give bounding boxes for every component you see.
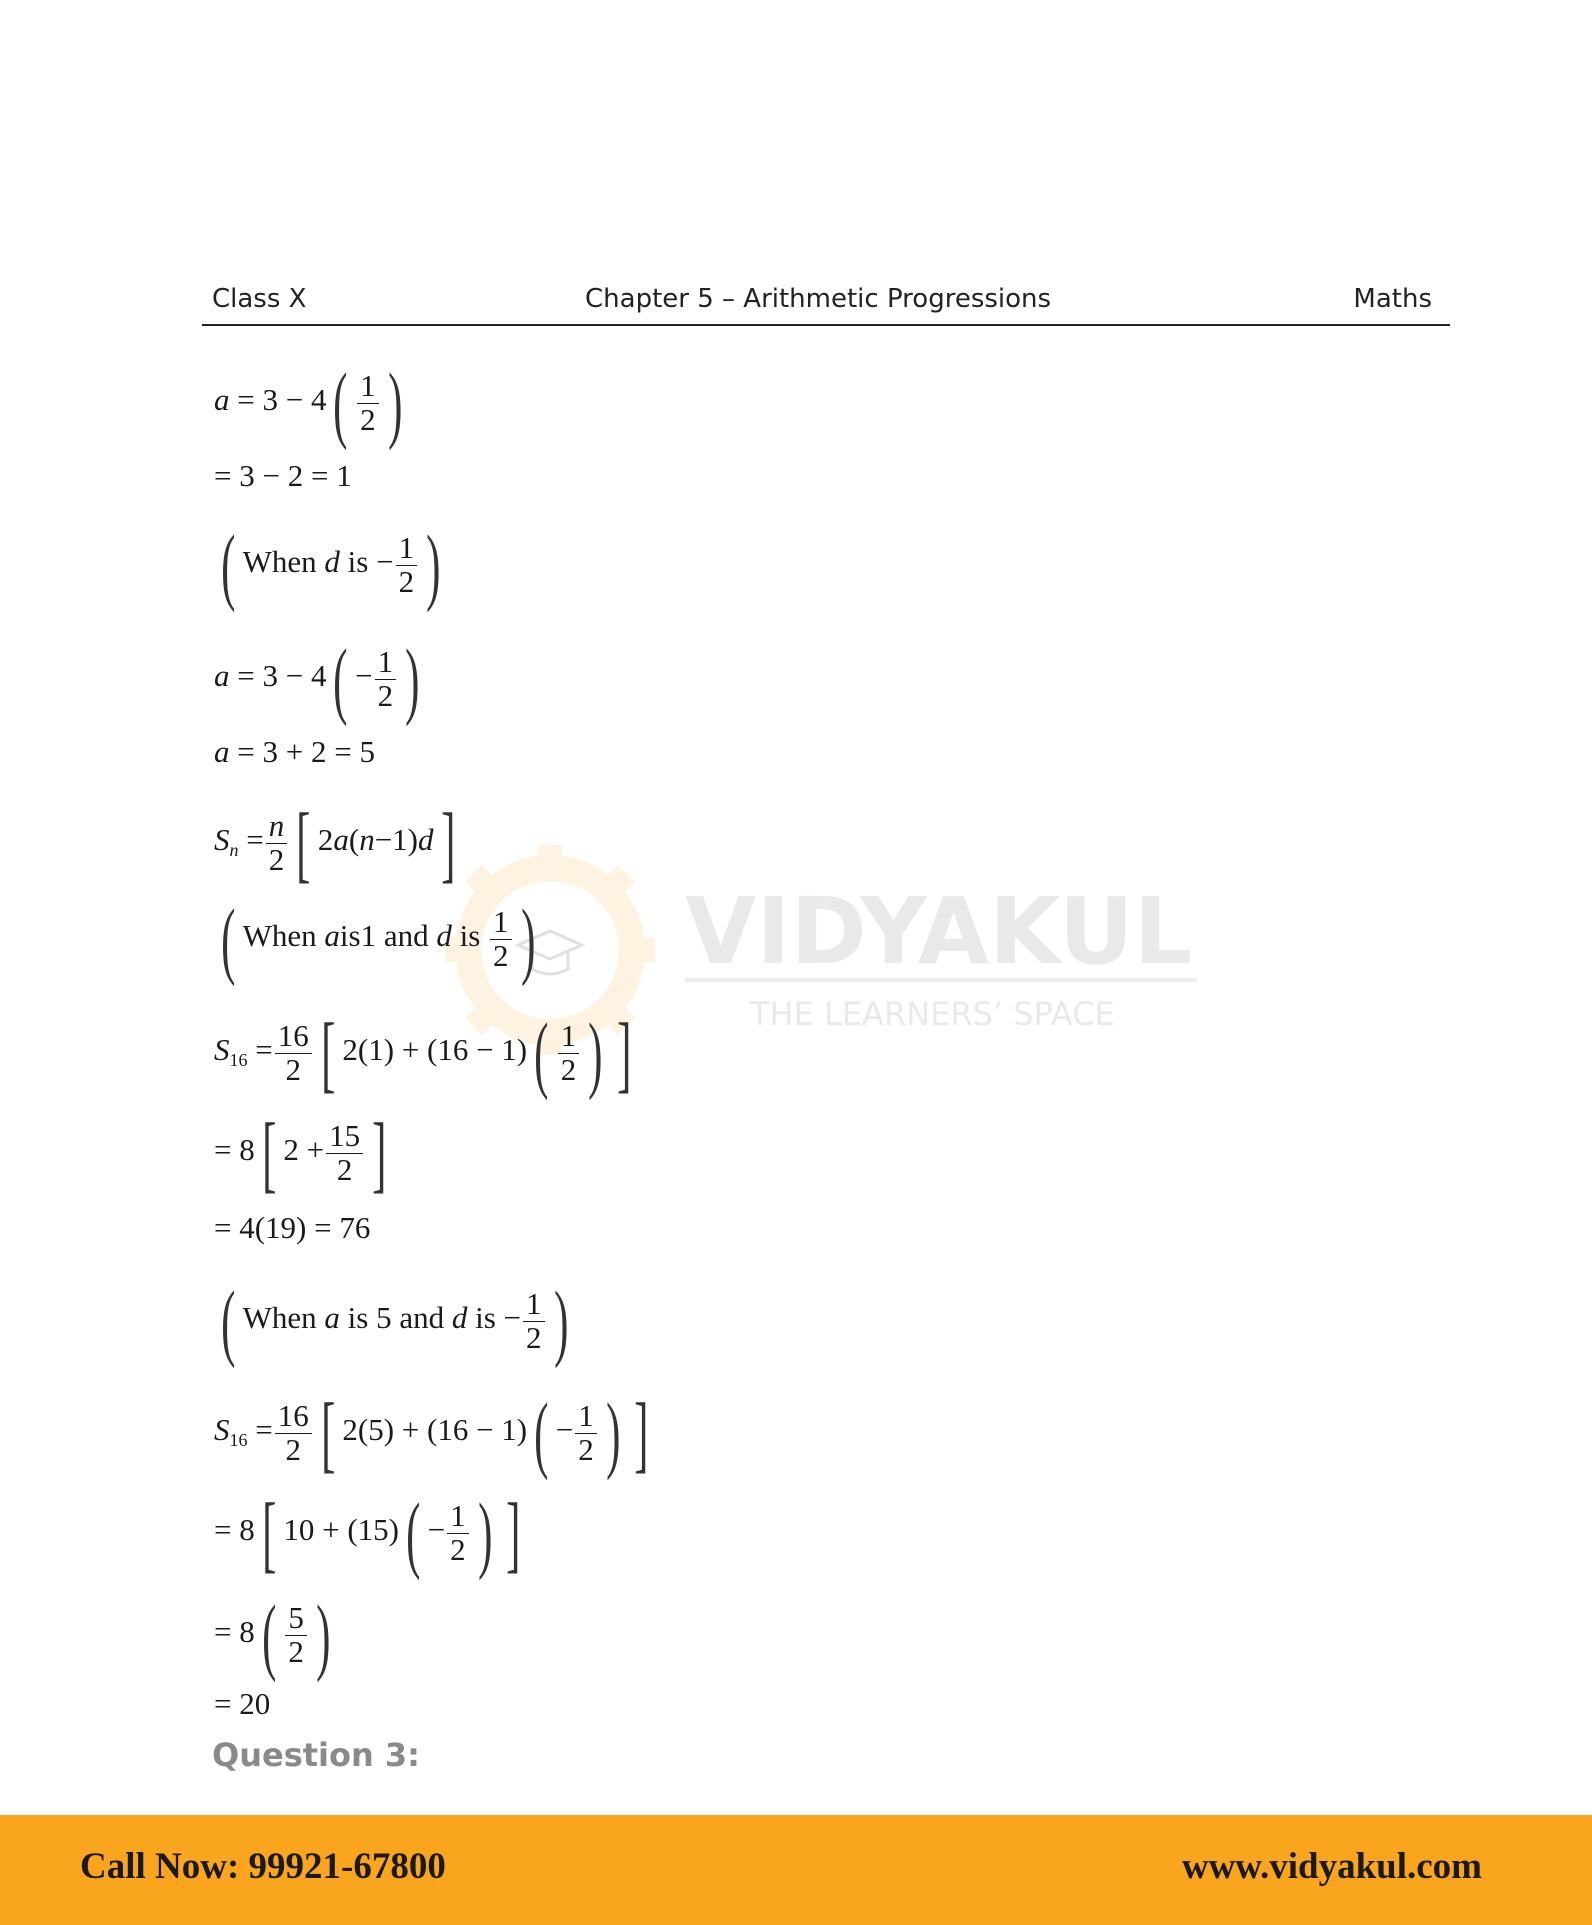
math-line-3: ( When d is − $\frac{1}{2}$ ): [221, 517, 441, 613]
math-line-6: $S_n$ = $\frac{n}{2}$ [ 2a(n−1)d]: [214, 795, 455, 891]
math-line-8: $S_{16}$ = $\frac{16}{2}$ [ 2(1) + (16 − 1)( $\frac{1}{2}$ ) ]: [214, 1005, 632, 1101]
math-line-7: ( When ais1 and d is $\frac{1}{2}$ ): [221, 891, 536, 987]
page-header: [202, 278, 1450, 326]
math-line-5: a = 3 + 2 = 5: [214, 734, 375, 769]
math-line-15: = 20: [214, 1686, 271, 1721]
call-now-text[interactable]: Call Now: 99921-67800: [80, 1846, 446, 1887]
watermark-brand: VIDYAKUL: [685, 878, 1193, 985]
math-line-10: = 4(19) = 76: [214, 1210, 371, 1245]
header-chapter: Chapter 5 – Arithmetic Progressions: [585, 284, 1052, 314]
math-line-14: = 8( $\frac{5}{2}$ ): [214, 1587, 331, 1683]
website-link[interactable]: www.vidyakul.com: [1181, 1846, 1482, 1887]
math-line-11: ( When a is 5 and d is − $\frac{1}{2}$ ): [221, 1273, 569, 1369]
math-line-13: = 8[ 10 + (15)( − $\frac{1}{2}$ ) ]: [214, 1485, 521, 1581]
header-subject: Maths: [1353, 284, 1432, 314]
math-line-4: a = 3 − 4( − $\frac{1}{2}$ ): [214, 631, 420, 727]
math-line-9: = 8[ 2 + $\frac{15}{2}$ ]: [214, 1105, 387, 1201]
question-heading: Question 3:: [212, 1736, 420, 1774]
math-line-1: a = 3 − 4( $\frac{1}{2}$ ): [214, 355, 403, 451]
header-class: Class X: [212, 284, 307, 314]
footer-banner: [0, 1815, 1592, 1925]
watermark-tagline: THE LEARNERS’ SPACE: [750, 995, 1115, 1033]
math-line-2: = 3 − 2 = 1: [214, 458, 352, 493]
math-line-12: $S_{16}$ = $\frac{16}{2}$ [ 2(5) + (16 − 1)( − $\frac{1}{2}$ ) ]: [214, 1385, 649, 1481]
